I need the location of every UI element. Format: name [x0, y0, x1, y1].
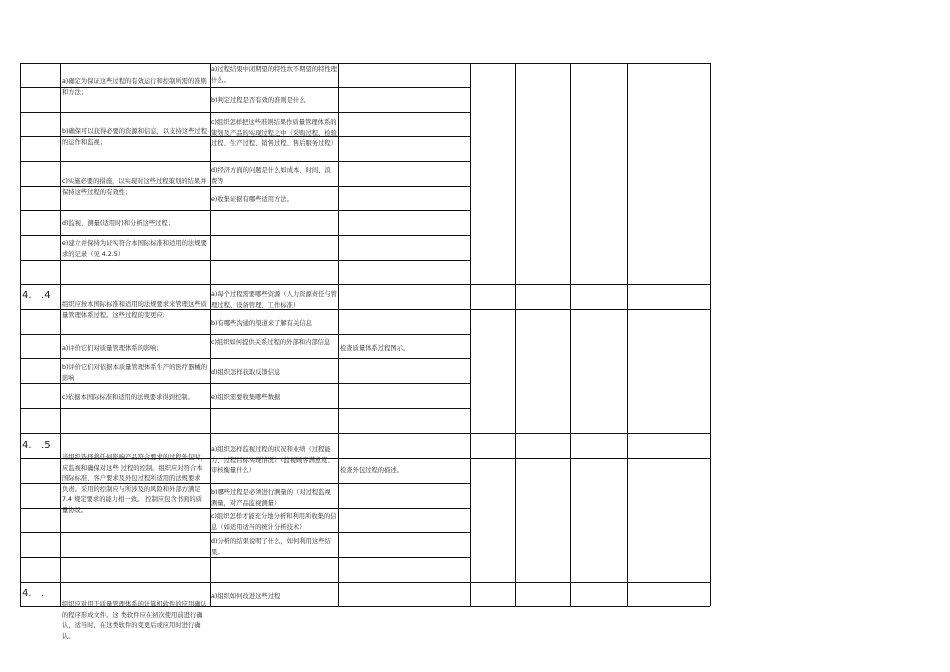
question-text: a)每个过程需要哪些资源（人力资源责任与管理过程、设备管理、工作标准）	[211, 291, 337, 309]
grid-line	[710, 63, 711, 606]
question-text: b)有哪些沟通的渠道来了解有关信息	[211, 320, 312, 327]
grid-line	[20, 260, 470, 261]
question-text: a)过程结果中闭期望的特性坎不期望的特性理什么。	[211, 66, 337, 84]
requirement-text: b)评价它们对依据本质量管理体系生产的医疗器械的影响	[62, 364, 207, 382]
note-text: 检查外包过程的描述。	[340, 467, 403, 474]
grid-line	[20, 433, 710, 434]
grid-line	[627, 63, 628, 606]
section-number: 4. .	[22, 588, 45, 599]
question-text: d)经济方面的问题是什么如成本、时间、浪费等	[211, 167, 331, 185]
question-text: e)组织需要收集哪些数据	[211, 394, 281, 401]
grid-line	[20, 408, 470, 409]
question-text: e)收集证据有哪些适用方法。	[211, 196, 293, 203]
requirement-text: e)建立并保持为证实符合本国际标准和适用的法规要求的记录（见 4.2.5）	[62, 240, 207, 258]
requirement-text: 组织应按本国际标准和适用的法规要求来管理这些质量管理体系过程。这些过程的变更应:	[62, 301, 207, 319]
grid-line	[20, 334, 470, 335]
grid-line	[470, 63, 471, 606]
grid-line	[570, 63, 571, 606]
requirement-text: b)确保可以获得必要的资源和信息，以支持这些过程的运作和监视；	[62, 128, 207, 146]
question-text: a)组织怎样监视过程的状况和业绩（过程能力、过程目标实现情况）（监视顾客满意度、审核衡量什么）	[211, 446, 334, 474]
requirement-text: c)依据本国际标准和适用的法规要求得到控制。	[62, 394, 194, 401]
question-text: c)组织怎样才能充分地分析和利用所收集的信息（如适用适当的统计分析技术）	[211, 513, 337, 531]
grid-line	[20, 112, 470, 113]
note-text: 检查质量体系过程图示。	[340, 345, 410, 352]
requirement-text: a)确定为保证这些过程的有效运行和控制所需的准则和方法；	[62, 78, 207, 96]
question-text: d)组织怎样获取反馈信息	[211, 369, 281, 376]
question-text: c)组织怎样把这些准则结果作质量管理体系的策划及产品的实现过程之中（采购过程、检验过程、生产过程、销售过程、售后服务过程）	[211, 119, 337, 147]
question-text: b)哪些过程是必须进行测量的（对过程监视测量，对产品监视测量）	[211, 489, 331, 507]
requirement-text: a)评价它们对质量管理体系的影响;	[62, 345, 159, 352]
grid-line	[60, 63, 61, 606]
requirement-text: 组织应对用于质量管理体系的计算机软件的应用确认的程序形成文件。这 类软件应在初次使用前进行确认，适当时，在这类软件的变更后或应用时进行确 认。	[62, 601, 207, 640]
grid-line	[515, 63, 516, 606]
grid-line	[20, 161, 470, 162]
question-text: a)组织如何改进这些过程	[211, 593, 281, 600]
question-text: b)判定过程是否有效的准则是什么	[211, 97, 306, 104]
section-number: 4. .4	[22, 290, 51, 301]
grid-line	[20, 358, 470, 359]
requirement-text: c)实施必要的措施，以实现对这些过程策划的结果并保持这些过程的有效性；	[62, 178, 207, 196]
grid-line	[338, 63, 339, 606]
grid-line	[20, 582, 710, 583]
grid-line	[20, 63, 710, 64]
grid-line	[20, 210, 470, 211]
section-number: 4. .5	[22, 440, 51, 451]
question-text: d)分析的结果说明了什么，如何利用这些结果。	[211, 538, 331, 556]
grid-line	[20, 284, 710, 285]
grid-line	[20, 63, 21, 606]
requirement-text: d)监视、测量(适用时)和分析这些过程；	[62, 220, 175, 227]
question-text: c)组织如何提供关系过程的外部和内部信息	[211, 339, 331, 346]
grid-line	[20, 235, 470, 236]
requirement-text: 当组织选择将任何影响产品符合要求的过程外包时，应监视和确保对这些 过程的控制。组织应对符合本国际标准、客户要求及外包过程所适用的法规要求 负责。采用的控制应与所涉及的风险和外部方满足 7.4 规定要求的能力相一致。 控制应包含书面的质量协议。	[62, 454, 207, 514]
